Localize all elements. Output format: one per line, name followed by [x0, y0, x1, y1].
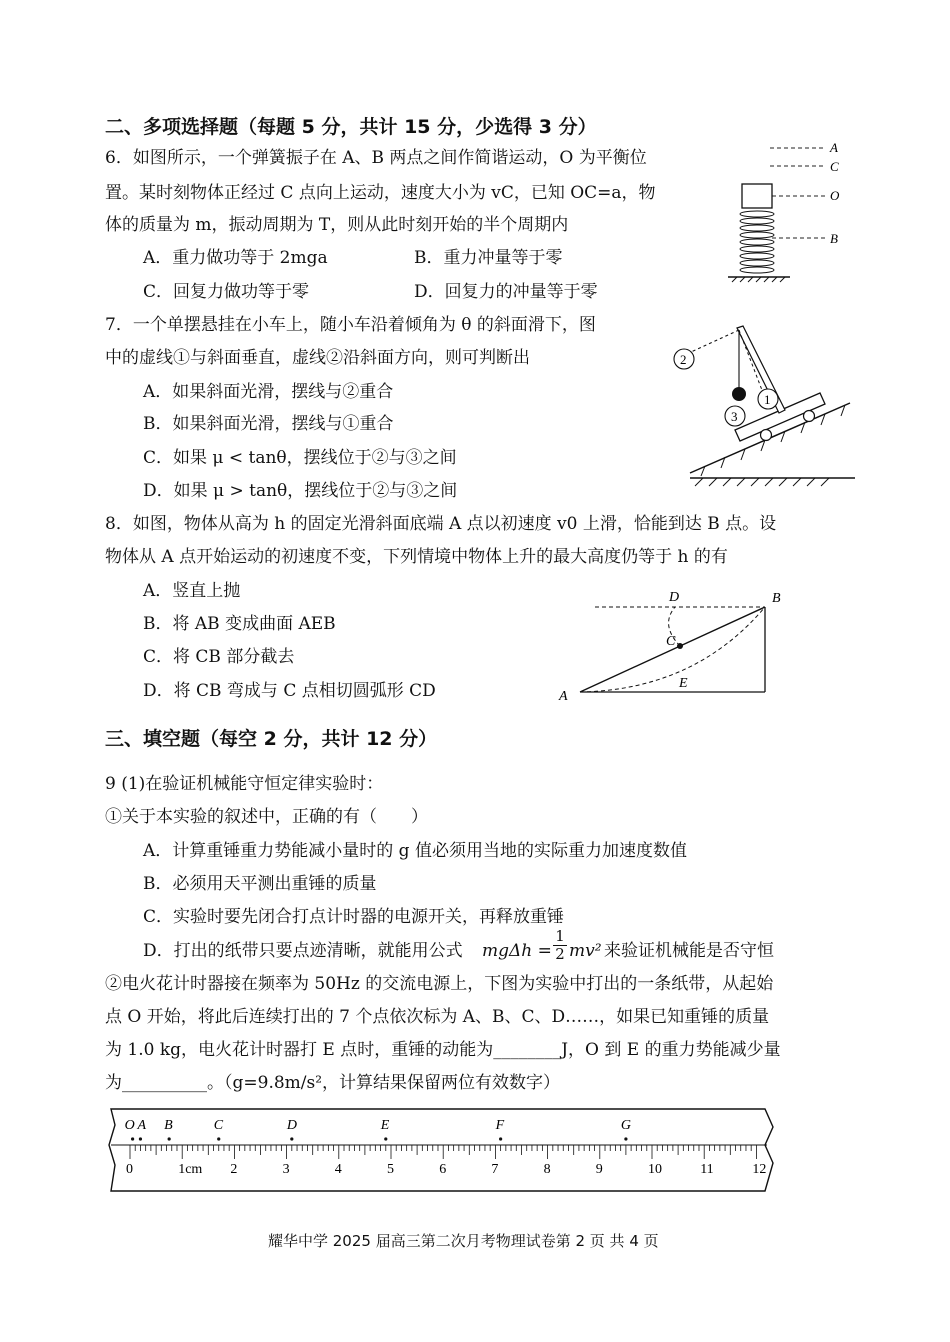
tape-point-dot	[168, 1137, 171, 1140]
tape-point-label: C	[213, 1118, 224, 1133]
q9-fraction	[553, 928, 567, 963]
ruler-label: 7	[491, 1162, 499, 1177]
section3-heading: 三、填空题（每空 2 分，共计 12 分）	[105, 728, 438, 750]
paper-tape-ruler	[105, 1105, 775, 1197]
ruler-label: 8	[543, 1162, 551, 1177]
q7-option-d: D．如果 μ > tanθ，摆线位于②与③之间	[143, 481, 458, 501]
tape-point-label: E	[380, 1118, 390, 1133]
tape-point-dot	[499, 1137, 502, 1140]
tape-point-dot	[290, 1137, 293, 1140]
q7-option-b: B．如果斜面光滑，摆线与①重合	[143, 414, 394, 434]
q9-formula-right: mv²	[569, 941, 602, 961]
q8-option-a: A．竖直上抛	[143, 581, 241, 601]
ruler-label: 4	[334, 1162, 342, 1177]
label-e: E	[679, 676, 688, 691]
point-c-dot	[677, 643, 683, 649]
q9-fraction-numerator: 1	[555, 927, 565, 945]
q7-option-c: C．如果 μ < tanθ，摆线位于②与③之间	[143, 448, 457, 468]
q6-option-c: C．回复力做功等于零	[143, 282, 310, 302]
q9-sub2-line1: ②电火花计时器接在频率为 50Hz 的交流电源上，下图为实验中打出的一条纸带，从起始	[105, 974, 774, 994]
ruler-label: 11	[700, 1162, 714, 1177]
spring-coil	[740, 211, 774, 273]
ruler-label: 12	[752, 1162, 767, 1177]
incline-base-hatch	[695, 478, 829, 486]
q9-option-b: B．必须用天平测出重锤的质量	[143, 874, 377, 894]
ruler-label: 3	[282, 1162, 290, 1177]
q9-sub2-line2: 点 O 开始，将此后连续打出的 7 个点依次标为 A、B、C、D……，如果已知重锤的质量	[105, 1007, 770, 1027]
q9-option-a: A．计算重锤重力势能减小量时的 g 值必须用当地的实际重力加速度数值	[143, 841, 687, 861]
q9-formula-left: mgΔh =	[482, 941, 552, 961]
q8-incline-figure	[555, 585, 795, 705]
q9-sub1: ①关于本实验的叙述中，正确的有（ ）	[105, 807, 428, 827]
q8-option-d: D．将 CB 弯成与 C 点相切圆弧形 CD	[143, 681, 436, 701]
spring-label-o: O	[830, 188, 840, 203]
q6-option-b: B．重力冲量等于零	[414, 248, 563, 268]
spring-label-c: C	[830, 159, 839, 174]
q9-option-d-prefix: D．打出的纸带只要点迹清晰，就能用公式	[143, 941, 463, 961]
tape-point-label: F	[495, 1118, 505, 1133]
q6-stem-line3: 体的质量为 m，振动周期为 T，则从此时刻开始的半个周期内	[105, 215, 569, 235]
tape-point-dot	[139, 1137, 142, 1140]
tape-point-label: O	[124, 1118, 135, 1133]
marker-label-3: 3	[731, 409, 738, 424]
q6-stem-line2: 置。某时刻物体正经过 C 点向上运动，速度大小为 vC，已知 OC=a，物	[105, 183, 656, 203]
dashed-line-2	[691, 330, 739, 352]
tape-point-dot	[384, 1137, 387, 1140]
q9-sub2-line3: 为 1.0 kg，电火花计时器打 E 点时，重锤的动能为________J，O 到 E 的重力势能减少量	[105, 1040, 781, 1060]
pendulum-bob	[732, 387, 746, 401]
page-footer: 耀华中学 2025 届高三第二次月考物理试卷第 2 页 共 4 页	[268, 1232, 659, 1250]
ruler-label: 0	[126, 1162, 133, 1177]
q6-option-d: D．回复力的冲量等于零	[414, 282, 598, 302]
label-d: D	[669, 590, 680, 605]
q8-stem-line1: 8．如图，物体从高为 h 的固定光滑斜面底端 A 点以初速度 v0 上滑，恰能到达 B 点。设	[105, 514, 777, 534]
cart-wheel-front	[804, 411, 815, 422]
q8-stem-line2: 物体从 A 点开始运动的初速度不变，下列情境中物体上升的最大高度仍等于 h 的有	[105, 547, 728, 567]
q7-option-a: A．如果斜面光滑，摆线与②重合	[143, 382, 394, 402]
ruler-label: 9	[595, 1162, 603, 1177]
label-c: C	[666, 634, 676, 649]
marker-label-1: 1	[764, 392, 771, 407]
cart-wheel-rear	[761, 430, 772, 441]
q8-option-c: C．将 CB 部分截去	[143, 647, 295, 667]
q7-stem-line2: 中的虚线①与斜面垂直，虚线②沿斜面方向，则可判断出	[105, 348, 530, 368]
tape-point-label: A	[137, 1118, 147, 1133]
ruler-label: 1cm	[178, 1162, 203, 1177]
tape-point-dot	[624, 1137, 627, 1140]
q9-option-c: C．实验时要先闭合打点计时器的电源开关，再释放重锤	[143, 907, 565, 927]
label-a: A	[559, 689, 568, 704]
q6-option-a: A．重力做功等于 2mga	[143, 248, 328, 268]
spring-block	[742, 184, 772, 208]
tape-point-dot	[131, 1137, 134, 1140]
ruler-label: 6	[439, 1162, 447, 1177]
ruler-label: 5	[387, 1162, 394, 1177]
q6-stem-line1: 6．如图所示，一个弹簧振子在 A、B 两点之间作简谐运动，O 为平衡位	[105, 148, 647, 168]
q7-pendulum-figure	[665, 318, 860, 493]
spring-label-a: A	[830, 140, 838, 155]
incline-ab	[580, 607, 765, 692]
ruler-label: 2	[230, 1162, 238, 1177]
q8-option-b: B．将 AB 变成曲面 AEB	[143, 614, 336, 634]
ruler-label: 10	[648, 1162, 662, 1177]
q9-fraction-denominator: 2	[553, 945, 567, 963]
tape-point-dot	[217, 1137, 220, 1140]
q7-stem-line1: 7．一个单摆悬挂在小车上，随小车沿着倾角为 θ 的斜面滑下，图	[105, 315, 596, 335]
tape-point-label: G	[620, 1118, 632, 1133]
tape-point-label: D	[286, 1118, 297, 1133]
q6-spring-figure	[720, 136, 860, 286]
tape-point-label: B	[164, 1118, 173, 1133]
q9-sub2-line4: 为__________。（g=9.8m/s²，计算结果保留两位有效数字）	[105, 1073, 561, 1093]
q9-intro: 9 (1)在验证机械能守恒定律实验时：	[105, 774, 384, 794]
spring-label-b: B	[830, 231, 838, 246]
marker-label-2: 2	[680, 352, 687, 367]
q9-option-d-suffix: 来验证机械能是否守恒	[604, 941, 774, 961]
section2-heading: 二、多项选择题（每题 5 分，共计 15 分，少选得 3 分）	[105, 116, 597, 138]
label-b: B	[772, 591, 781, 606]
